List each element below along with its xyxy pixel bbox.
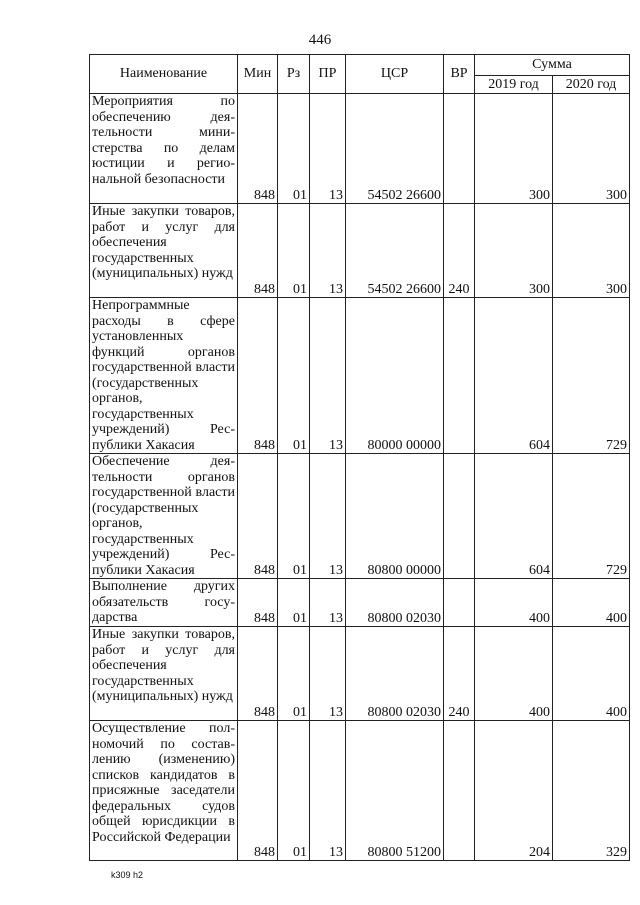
row-csr: 80800 51200	[346, 721, 444, 861]
row-rz: 01	[278, 579, 310, 627]
row-2020: 400	[553, 627, 630, 721]
table-row	[90, 298, 630, 454]
row-rz: 01	[278, 298, 310, 454]
row-pr: 13	[310, 298, 346, 454]
row-rz: 01	[278, 454, 310, 579]
row-csr: 80800 02030	[346, 627, 444, 721]
row-rz: 01	[278, 721, 310, 861]
row-pr: 13	[310, 579, 346, 627]
header-year-2020: 2020 год	[553, 76, 630, 94]
row-name: Непрограммные расходы в сфере установленных функций органов государственной власти (государственных органов, государственных учреждений) Республики Хакасия	[90, 298, 238, 454]
row-vr: 240	[444, 627, 475, 721]
page-number: 446	[308, 32, 332, 48]
header-pr: ПР	[310, 55, 346, 94]
row-csr: 54502 26600	[346, 204, 444, 298]
row-2020: 329	[553, 721, 630, 861]
row-name: Выполнение других обязательств государства	[90, 579, 238, 627]
row-rz: 01	[278, 204, 310, 298]
row-min: 848	[238, 627, 278, 721]
row-pr: 13	[310, 721, 346, 861]
row-rz: 01	[278, 94, 310, 204]
row-name: Осуществление полномочий по составлению (изменению) списков кандидатов в присяжные заседатели федеральных судов общей юрисдикции в Российской Федерации	[90, 721, 238, 861]
header-year-2019: 2019 год	[475, 76, 553, 94]
header-min: Мин	[238, 55, 278, 94]
table-row	[90, 721, 630, 861]
header-vr: ВР	[444, 55, 475, 94]
header-csr: ЦСР	[346, 55, 444, 94]
row-min: 848	[238, 94, 278, 204]
row-min: 848	[238, 298, 278, 454]
row-min: 848	[238, 579, 278, 627]
row-2019: 400	[475, 579, 553, 627]
row-csr: 80000 00000	[346, 298, 444, 454]
header-rz: Рз	[278, 55, 310, 94]
row-pr: 13	[310, 204, 346, 298]
row-vr	[444, 298, 475, 454]
row-csr: 80800 00000	[346, 454, 444, 579]
row-csr: 54502 26600	[346, 94, 444, 204]
row-pr: 13	[310, 94, 346, 204]
row-min: 848	[238, 204, 278, 298]
table-row	[90, 627, 630, 721]
budget-table	[89, 54, 630, 861]
row-csr: 80800 02030	[346, 579, 444, 627]
row-2019: 604	[475, 298, 553, 454]
row-pr: 13	[310, 454, 346, 579]
header-name: Наименование	[90, 55, 238, 94]
row-2020: 300	[553, 204, 630, 298]
row-name: Обеспечение деятельности органов государственной власти (государственных органов, государственных учреждений) Республики Хакасия	[90, 454, 238, 579]
row-vr	[444, 721, 475, 861]
row-2019: 300	[475, 94, 553, 204]
table-row	[90, 579, 630, 627]
table-row	[90, 204, 630, 298]
row-vr	[444, 454, 475, 579]
row-2019: 204	[475, 721, 553, 861]
document-code: k309 h2	[111, 870, 144, 880]
row-name: Иные закупки товаров, работ и услуг для обеспечения государственных (муниципальных) нужд	[90, 627, 238, 721]
row-2020: 729	[553, 298, 630, 454]
table-row	[90, 94, 630, 204]
row-vr: 240	[444, 204, 475, 298]
row-pr: 13	[310, 627, 346, 721]
row-2019: 300	[475, 204, 553, 298]
row-min: 848	[238, 721, 278, 861]
header-sum: Сумма	[475, 55, 630, 76]
row-name: Мероприятия по обеспечению деятельности министерства по делам юстиции и региональной безопасности	[90, 94, 238, 204]
row-vr	[444, 94, 475, 204]
row-vr	[444, 579, 475, 627]
row-2020: 300	[553, 94, 630, 204]
table-row	[90, 454, 630, 579]
row-2020: 729	[553, 454, 630, 579]
row-2019: 400	[475, 627, 553, 721]
row-min: 848	[238, 454, 278, 579]
row-name: Иные закупки товаров, работ и услуг для обеспечения государственных (муниципальных) нужд	[90, 204, 238, 298]
row-2019: 604	[475, 454, 553, 579]
row-2020: 400	[553, 579, 630, 627]
row-rz: 01	[278, 627, 310, 721]
